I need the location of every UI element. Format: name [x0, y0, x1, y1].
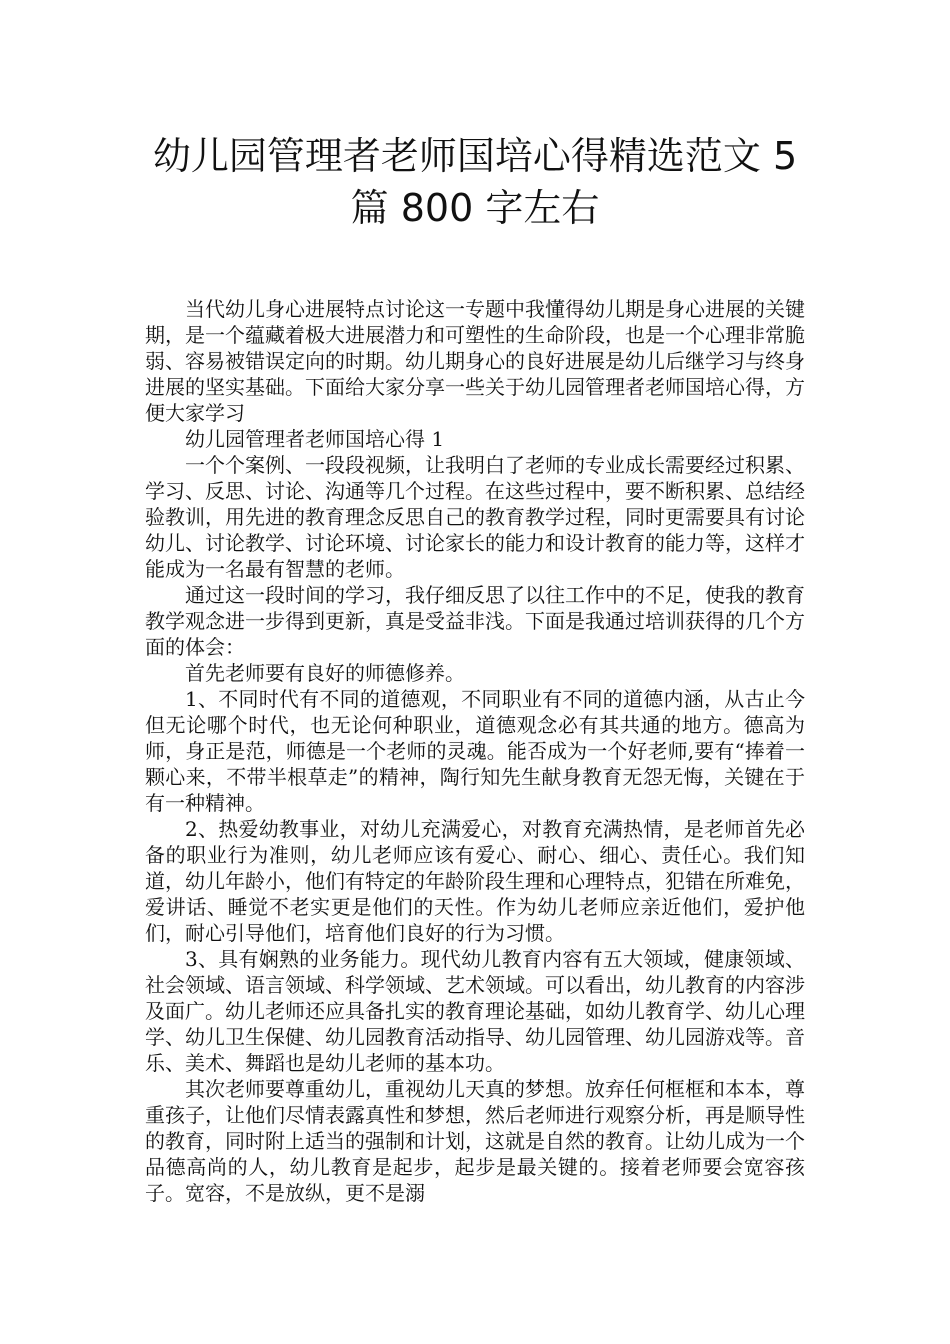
document-body — [145, 296, 805, 1206]
title-line-2: 篇 800 字左右 — [350, 186, 600, 230]
paragraph: 3、具有娴熟的业务能力。现代幼儿教育内容有五大领域，健康领域、社会领域、语言领域、科学领域、艺术领域。可以看出，幼儿教育的内容涉及面广。幼儿老师还应具备扎实的教育理论基础，如幼儿教育学、幼儿心理学、幼儿卫生保健、幼儿园教育活动指导、幼儿园管理、幼儿园游戏等。音乐、美术、舞蹈也是幼儿老师的基本功。 — [145, 947, 805, 1075]
paragraph: 2、热爱幼教事业，对幼儿充满爱心，对教育充满热情，是老师首先必备的职业行为准则，幼儿老师应该有爱心、耐心、细心、责任心。我们知道，幼儿年龄小，他们有特定的年龄阶段生理和心理特点，犯错在所难免，爱讲话、睡觉不老实更是他们的天性。作为幼儿老师应亲近他们，爱护他们，耐心引导他们，培育他们良好的行为习惯。 — [145, 817, 805, 945]
paragraph-intro: 当代幼儿身心进展特点讨论这一专题中我懂得幼儿期是身心进展的关键期，是一个蕴藏着极大进展潜力和可塑性的生命阶段，也是一个心理非常脆弱、容易被错误定向的时期。幼儿期身心的良好进展是幼儿后继学习与终身进展的坚实基础。下面给大家分享一些关于幼儿园管理者老师国培心得，方便大家学习 — [145, 297, 805, 425]
paragraph: 通过这一段时间的学习，我仔细反思了以往工作中的不足，使我的教育教学观念进一步得到更新，真是受益非浅。下面是我通过培训获得的几个方面的体会： — [145, 583, 805, 659]
paragraph: 一个个案例、一段段视频，让我明白了老师的专业成长需要经过积累、学习、反思、讨论、沟通等几个过程。在这些过程中，要不断积累、总结经验教训，用先进的教育理念反思自己的教育教学过程，同时更需要具有讨论幼儿、讨论教学、讨论环境、讨论家长的能力和设计教育的能力等，这样才能成为一名最有智慧的老师。 — [145, 453, 805, 581]
title-line-1: 幼儿园管理者老师国培心得精选范文 5 — [152, 134, 798, 178]
paragraph: 首先老师要有良好的师德修养。 — [185, 661, 465, 685]
paragraph: 1、不同时代有不同的道德观，不同职业有不同的道德内涵，从古止今但无论哪个时代，也无论何种职业，道德观念必有其共通的地方。德高为师，身正是范，师德是一个老师的灵魂。能否成为一个好老师,要有“捧着一颗心来，不带半根草走”的精神，陶行知先生献身教育无怨无悔，关键在于有一种精神。 — [145, 687, 805, 815]
section-heading: 幼儿园管理者老师国培心得 1 — [185, 427, 445, 451]
document-title — [120, 130, 830, 234]
paragraph: 其次老师要尊重幼儿，重视幼儿天真的梦想。放弃任何框框和本本，尊重孩子，让他们尽情表露真性和梦想，然后老师进行观察分析，再是顺导性的教育，同时附上适当的强制和计划，这就是自然的教育。让幼儿成为一个品德高尚的人，幼儿教育是起步，起步是最关键的。接着老师要会宽容孩子。宽容，不是放纵，更不是溺 — [145, 1077, 805, 1205]
